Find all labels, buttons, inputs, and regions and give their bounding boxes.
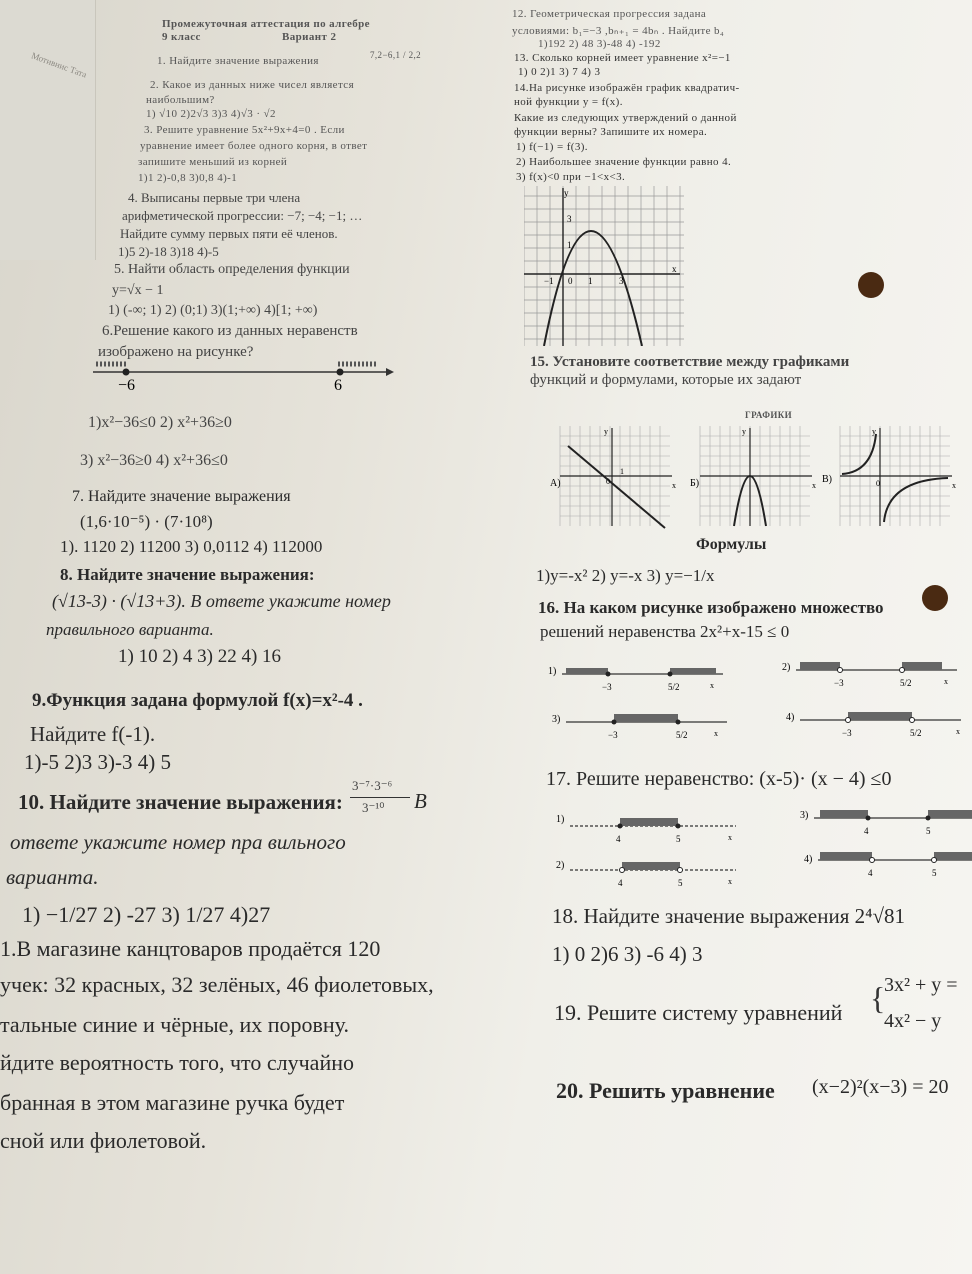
q10-fraction-bar [350, 797, 410, 798]
q9-options: 1)-5 2)3 3)-3 4) 5 [24, 750, 171, 774]
header-title: Промежуточная аттестация по алгебре [162, 18, 370, 30]
q5-text: 5. Найти область определения функции [114, 262, 350, 277]
q14-stmt2: 2) Наибольшее значение функции равно 4. [516, 156, 732, 168]
q14-graph [524, 186, 684, 346]
q16-opt1-tick-a: −3 [602, 682, 612, 692]
q15-graph-b [690, 426, 820, 531]
q16-opt4-tick-b: 5/2 [910, 728, 922, 738]
q19-text: 19. Решите систему уравнений [554, 1000, 843, 1025]
q16-opt1-tick-b: 5/2 [668, 682, 680, 692]
q19-brace: { [870, 980, 886, 1016]
q16-opt2-tick-a: −3 [834, 678, 844, 688]
q14-tick-1y: 1 [567, 240, 572, 250]
q15-graph-a-zero: 0 [606, 477, 610, 486]
q15-graph-a-x: x [672, 481, 676, 490]
q17-opt3-tick-a: 4 [618, 878, 623, 888]
q17-opt1-tick-b: 5 [676, 834, 681, 844]
q11-line3: тальные синие и чёрные, их поровну. [0, 1012, 349, 1037]
punch-hole-bottom [922, 585, 948, 611]
q16-opt4-label: 4) [786, 712, 795, 723]
q14-tick-1x: 1 [588, 276, 593, 286]
q11-line6: сной или фиолетовой. [0, 1128, 207, 1153]
q1-expr: 7,2−6,1 / 2,2 [370, 50, 422, 60]
q16-option-3 [552, 708, 742, 760]
q13-options: 1) 0 2)1 3) 7 4) 3 [518, 66, 601, 78]
q17-opt1-tick-a: 4 [616, 834, 621, 844]
q15-graph-c [820, 426, 960, 531]
q12-line1: 12. Геометрическая прогрессия задана [512, 8, 707, 20]
q8-text: 8. Найдите значение выражения: [60, 565, 315, 584]
q2-text-1: 2. Какое из данных ниже чисел является [150, 79, 355, 91]
q3-text-1: 3. Решите уравнение 5x²+9x+4=0 . Если [144, 124, 345, 136]
q15-graph-a-y: y [604, 427, 608, 436]
q3-text-3: запишите меньший из корней [138, 156, 288, 168]
q16-option-4 [786, 706, 972, 758]
q17-opt4-tick-b: 5 [932, 868, 937, 878]
q4-text-1: 4. Выписаны первые три члена [128, 190, 301, 205]
q3-text-2: уравнение имеет более одного корня, в ответ [140, 140, 368, 152]
q6-number-line [88, 360, 398, 394]
q10-text: 10. Найдите значение выражения: [18, 790, 343, 814]
q10-options: 1) −1/27 2) -27 3) 1/27 4)27 [22, 902, 271, 927]
q11-line5: бранная в этом магазине ручка будет [0, 1090, 345, 1115]
q9-text: 9.Функция задана формулой f(x)=x²-4 . [32, 690, 363, 711]
q15-graph-b-x: x [812, 481, 816, 490]
q14-tick-3: 3 [567, 214, 572, 224]
q10-line2: ответе укажите номер пра вильного [10, 830, 346, 854]
q14-tick-neg1: −1 [544, 276, 554, 286]
q15-graph-a-one: 1 [620, 467, 624, 476]
q16-option-2 [782, 656, 972, 704]
q15-formulas-label: Формулы [696, 536, 767, 553]
q14-line3: Какие из следующих утверждений о данной [514, 112, 737, 124]
q16-opt4-x: x [956, 727, 960, 736]
q11-line4: йдите вероятность того, что случайно [0, 1050, 354, 1075]
q6-options-2: 3) x²−36≥0 4) x²+36≤0 [80, 452, 228, 469]
header-grade: 9 класс [162, 31, 201, 43]
q16-line2: решений неравенства 2x²+x-15 ≤ 0 [540, 622, 790, 641]
q17-opt2-tick-a: 4 [864, 826, 869, 836]
q14-stmt1: 1) f(−1) = f(3). [516, 141, 588, 153]
q17-option-3 [556, 852, 746, 892]
q14-line4: функции верны? Запишите их номера. [514, 126, 708, 138]
q12-line2: условиями: b₁=−3 ,bₙ₊₁ = 4bₙ . Найдите b₄ [512, 25, 725, 37]
q8-options: 1) 10 2) 4 3) 22 4) 16 [118, 646, 282, 667]
q7-expr: (1,6·10⁻⁵) · (7·10⁸) [80, 512, 213, 531]
q14-line2: ной функции y = f(x). [514, 96, 623, 108]
q11-line1: 1.В магазине канцтоваров продаётся 120 [0, 936, 381, 961]
q16-opt2-x: x [944, 677, 948, 686]
q15-graph-b-y: y [742, 427, 746, 436]
header-variant: Вариант 2 [282, 31, 337, 43]
q17-opt1-label: 1) [556, 814, 565, 825]
q17-text: 17. Решите неравенство: (x-5)· (x − 4) ≤0 [546, 768, 892, 790]
q14-tick-0: 0 [568, 276, 573, 286]
q15-graph-c-x: x [952, 481, 956, 490]
q5-formula: y=√x − 1 [112, 283, 164, 298]
q20-equation: (x−2)²(x−3) = 20 [812, 1076, 949, 1098]
q15-graph-c-label: В) [822, 474, 832, 485]
q16-opt3-x: x [714, 729, 718, 738]
q17-option-1 [556, 808, 746, 848]
q2-text-2: наибольшим? [146, 94, 215, 106]
q16-opt2-tick-b: 5/2 [900, 678, 912, 688]
q6-text-1: 6.Решение какого из данных неравенств [102, 323, 358, 339]
q14-axis-x: x [672, 264, 677, 274]
q17-opt3-label: 2) [556, 860, 565, 871]
background-paper [0, 0, 96, 260]
q10-tail: В [414, 789, 427, 813]
q4-options: 1)5 2)-18 3)18 4)-5 [118, 244, 219, 259]
q19-eq2: 4x² − y [884, 1010, 942, 1032]
q9-ask: Найдите f(-1). [30, 722, 156, 746]
q17-opt2-label: 3) [800, 810, 809, 821]
q15-graph-a [550, 426, 680, 531]
punch-hole-top [858, 272, 884, 298]
q17-opt3-tick-b: 5 [678, 878, 683, 888]
q13-text: 13. Сколько корней имеет уравнение x²=−1 [514, 52, 731, 64]
q17-opt4-label: 4) [804, 854, 813, 865]
q17-opt3-x: x [728, 877, 732, 886]
q16-opt1-label: 1) [548, 666, 557, 677]
q17-option-4 [804, 846, 972, 886]
q17-opt2-tick-b: 5 [926, 826, 931, 836]
q16-opt2-label: 2) [782, 662, 791, 673]
q15-graph-a-label: А) [550, 478, 561, 489]
q7-text: 7. Найдите значение выражения [72, 488, 291, 505]
q15-graphs-label: ГРАФИКИ [745, 410, 793, 420]
q10-numerator: 3⁻⁷·3⁻⁶ [352, 778, 393, 793]
q12-options: 1)192 2) 48 3)-48 4) -192 [538, 38, 661, 50]
q16-line1: 16. На каком рисунке изображено множество [538, 598, 884, 617]
q16-opt3-tick-a: −3 [608, 730, 618, 740]
q8-line2: правильного варианта. [46, 620, 214, 639]
q6-options-1: 1)x²−36≤0 2) x²+36≥0 [88, 414, 232, 431]
q16-opt4-tick-a: −3 [842, 728, 852, 738]
q19-eq1: 3x² + y = [884, 974, 958, 996]
q16-opt1-x: x [710, 681, 714, 690]
q14-stmt3: 3) f(x)<0 при −1<x<3. [516, 171, 626, 183]
q15-line1: 15. Установите соответствие между графиками [530, 354, 850, 370]
q16-opt3-label: 3) [552, 714, 561, 725]
q15-graph-c-zero: 0 [876, 479, 880, 488]
q8-expr: (√13-3) · (√13+3). В ответе укажите номер [52, 591, 391, 611]
q5-options: 1) (-∞; 1) 2) (0;1) 3)(1;+∞) 4)[1; +∞) [108, 303, 318, 318]
q2-options: 1) √10 2)2√3 3)3 4)√3 · √2 [146, 108, 276, 120]
q3-options: 1)1 2)-0,8 3)0,8 4)-1 [138, 172, 238, 184]
q15-line2: функций и формулами, которые их задают [530, 372, 802, 388]
q16-option-1 [548, 660, 738, 708]
q11-line2: учек: 32 красных, 32 зелёных, 46 фиолетовых, [0, 972, 434, 997]
q16-opt3-tick-b: 5/2 [676, 730, 688, 740]
q15-formulas: 1)y=-x² 2) y=-x 3) y=−1/x [536, 566, 715, 585]
q6-tick-left: −6 [118, 377, 136, 394]
background-paper-text: Мотивиис Тата [30, 50, 89, 80]
q1-text: 1. Найдите значение выражения [157, 55, 319, 67]
q14-axis-y: y [564, 188, 569, 198]
q14-line1: 14.На рисунке изображён график квадратич- [514, 82, 740, 94]
q15-graph-b-label: Б) [690, 478, 700, 489]
q17-opt4-tick-a: 4 [868, 868, 873, 878]
q18-options: 1) 0 2)6 3) -6 4) 3 [552, 942, 703, 966]
q14-tick-3x: 3 [619, 276, 624, 286]
q4-text-2: арифметической прогрессии: −7; −4; −1; … [122, 208, 363, 223]
q7-options: 1). 1120 2) 11200 3) 0,0112 4) 112000 [60, 537, 323, 556]
q18-text: 18. Найдите значение выражения 2⁴√81 [552, 904, 905, 928]
q10-denominator: 3⁻¹⁰ [362, 800, 385, 815]
q15-graph-c-y: y [872, 427, 876, 436]
q6-text-2: изображено на рисунке? [98, 344, 254, 360]
q4-text-3: Найдите сумму первых пяти её членов. [120, 226, 338, 241]
q6-tick-right: 6 [334, 377, 342, 394]
q10-line3: варианта. [6, 865, 99, 889]
q17-opt1-x: x [728, 833, 732, 842]
q17-option-2 [800, 800, 972, 840]
q20-label: 20. Решить уравнение [556, 1078, 775, 1103]
